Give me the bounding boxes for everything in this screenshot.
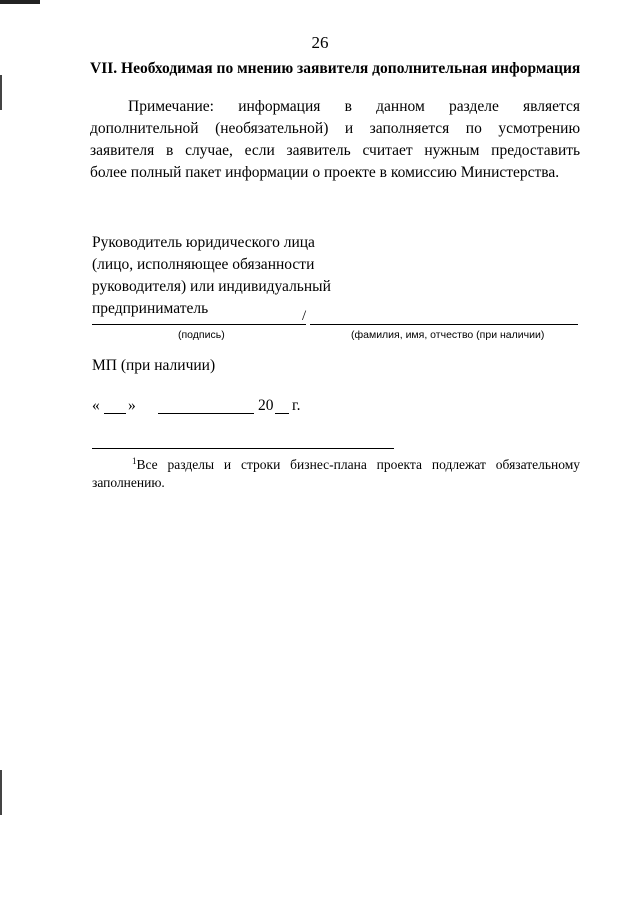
scan-mark-left (0, 770, 2, 815)
note-line-4: более полный пакет информации о проекте в комиссию Министерства. (90, 164, 560, 181)
note-word: заявителя (90, 142, 155, 159)
footnote-word: Все (136, 457, 158, 472)
footnote-line-2: заполнению. (92, 475, 165, 490)
scan-mark-left (0, 75, 2, 110)
footnote-word: и (223, 457, 232, 472)
note-word: разделе (448, 98, 499, 115)
signer-line-2: (лицо, исполняющее обязанности (92, 256, 315, 273)
signature-slash: / (302, 308, 307, 324)
scan-mark-top (0, 0, 40, 4)
full-name-caption: (фамилия, имя, отчество (при наличии) (351, 329, 545, 341)
note-word: по (465, 120, 482, 137)
footnote-word: бизнес-плана (290, 457, 367, 472)
footnote-first-word (132, 452, 158, 474)
section-title: VII. Необходимая по мнению заявителя дополнительная информация (90, 60, 581, 77)
note-line-1 (90, 96, 580, 118)
date-open-quote: « (92, 397, 100, 414)
footnote-word: подлежат (431, 457, 486, 472)
note-word: данном (376, 98, 425, 115)
footnote-separator (92, 448, 394, 449)
date-day-line (104, 413, 126, 414)
note-word: информация (238, 98, 321, 115)
note-word: в (166, 142, 174, 159)
footnote-word: обязательному (495, 457, 581, 472)
note-word: если (244, 142, 275, 159)
note-word: дополнительной (90, 120, 199, 137)
note-word: случае, (185, 142, 233, 159)
note-word: и (344, 120, 354, 137)
signer-line-3: руководителя) или индивидуальный (92, 278, 331, 295)
date-year-suffix: г. (292, 397, 301, 414)
date-year-wrap (258, 397, 274, 415)
note-word: заявитель (286, 142, 351, 159)
note-word: предоставить (491, 142, 581, 159)
date-year-suffix-wrap (292, 397, 300, 415)
note-word: в (344, 98, 352, 115)
full-name-line (310, 324, 578, 325)
signer-line-1: Руководитель юридического лица (92, 234, 315, 251)
footnote-marker: 1 (132, 456, 137, 466)
date-close-quote: » (128, 397, 136, 414)
note-word: заполняется (369, 120, 450, 137)
note-word: (необязательной) (215, 120, 329, 137)
footnote-word: проекта (376, 457, 422, 472)
note-paragraph (90, 96, 580, 184)
note-word: является (523, 98, 580, 115)
date-year-line (275, 413, 289, 414)
signature-line (92, 324, 306, 325)
note-word: считает (362, 142, 413, 159)
signature-caption: (подпись) (178, 329, 225, 341)
date-year-prefix: 20 (258, 397, 274, 414)
date-close-quote-wrap (128, 397, 136, 415)
page-number: 26 (311, 33, 329, 52)
note-word: Примечание: (128, 98, 214, 115)
footnote-word: строки (240, 457, 281, 472)
note-word: нужным (424, 142, 480, 159)
footnote (92, 452, 580, 492)
note-word: усмотрению (498, 120, 581, 137)
seal-label: МП (при наличии) (92, 357, 216, 374)
date-month-line (158, 413, 254, 414)
footnote-word: разделы (167, 457, 215, 472)
signer-block (92, 232, 392, 320)
footnote-line-1 (92, 452, 580, 474)
note-line-3 (90, 140, 580, 162)
note-line-2 (90, 118, 580, 140)
signer-line-4: предприниматель (92, 300, 209, 317)
date-row (92, 397, 100, 415)
